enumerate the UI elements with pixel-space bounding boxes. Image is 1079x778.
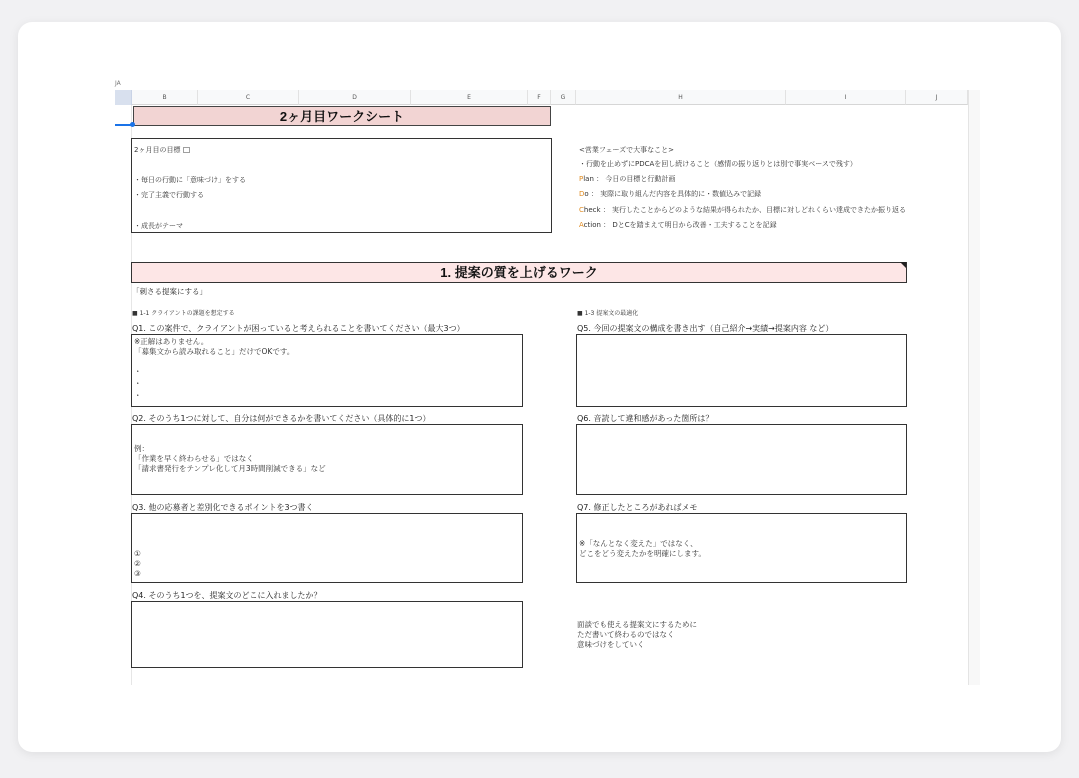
link-icon: [183, 147, 190, 153]
row-header-strip[interactable]: [115, 105, 132, 685]
column-header-c[interactable]: C: [198, 90, 299, 105]
q7-box-line-1: ※「なんとなく変えた」ではなく、: [579, 539, 698, 548]
note-line-3: 意味づけをしていく: [577, 640, 645, 649]
select-all-corner[interactable]: [115, 90, 132, 105]
pdca-check-text: heck ： 実行したことからどのような結果が得られたか、目標に対しどれくらい達成できたか振り返る: [583, 206, 906, 214]
pdca-action-letter: A: [579, 221, 584, 229]
pdca-action: [579, 220, 777, 230]
goals-line-1: ・毎日の行動に「意味づけ」をする: [134, 176, 246, 184]
pdca-plan-text: lan ： 今日の目標と行動計画: [583, 175, 676, 183]
q7-text: Q7. 修正したところがあればメモ: [577, 503, 698, 512]
column-header-f[interactable]: F: [528, 90, 551, 105]
q4-text: Q4. そのうち1つを、提案文のどこに入れましたか？: [132, 591, 322, 600]
pdca-check: [579, 205, 906, 215]
column-header-h[interactable]: H: [576, 90, 786, 105]
note-line-2: ただ書いて終わるのではなく: [577, 630, 675, 639]
comment-marker[interactable]: [900, 262, 906, 268]
q1-box-line-2: 「募集文から読み取れること」だけでOKです。: [134, 347, 295, 356]
q2-box-line-2: 「作業を早く終わらせる」ではなく: [134, 454, 254, 463]
q3-text: Q3. 他の応募者と差別化できるポイントを3つ書く: [132, 503, 314, 512]
sales-phase-line-1: ・行動を止めずにPDCAを回し続けること（感情の振り返りとは別で事実ベースで残す）: [579, 160, 857, 168]
q6-text: Q6. 音読して違和感があった箇所は？: [577, 414, 714, 423]
column-header-e[interactable]: E: [411, 90, 528, 105]
pdca-check-letter: C: [579, 206, 584, 214]
column-header-j[interactable]: J: [906, 90, 968, 105]
q1-box-line-1: ※正解はありません。: [134, 337, 209, 346]
column-header-g[interactable]: G: [551, 90, 576, 105]
pdca-do-text: o ： 実際に取り組んだ内容を具体的に・数値込みで記録: [584, 190, 762, 198]
pdca-do: [579, 189, 761, 199]
section-subtitle: 「刺さる提案にする」: [132, 287, 207, 296]
pdca-plan-letter: P: [579, 175, 584, 183]
sales-phase-heading: <営業フェーズで大事なこと>: [579, 146, 675, 154]
left-sub-heading: ■ 1-1 クライアントの課題を想定する: [132, 310, 235, 317]
q3-box-line-2: ②: [134, 559, 141, 568]
q6-answer-box[interactable]: [576, 424, 907, 495]
column-header-d[interactable]: D: [299, 90, 411, 105]
q2-text: Q2. そのうち1つに対して、自分は何ができるかを書いてください（具体的に1つ）: [132, 414, 431, 423]
vertical-scrollbar[interactable]: [968, 90, 980, 685]
q1-box-line-5: ・: [134, 379, 142, 388]
pdca-plan: [579, 174, 675, 184]
pdca-action-text: ction ： DとCを踏まえて明日から改善・工夫することを記録: [583, 221, 777, 229]
q3-box-line-3: ③: [134, 569, 141, 578]
q3-answer-box[interactable]: [131, 513, 523, 583]
column-header-i[interactable]: I: [786, 90, 906, 105]
right-sub-heading: ■ 1-3 提案文の最適化: [577, 310, 639, 317]
name-box[interactable]: JA: [115, 80, 121, 87]
q2-box-line-3: 「請求書発行をテンプレ化して月3時間削減できる」など: [134, 464, 326, 473]
section-title[interactable]: 1. 提案の質を上げるワーク: [131, 262, 907, 283]
pdca-do-letter: D: [579, 190, 585, 198]
note-line-1: 面談でも使える提案文にするために: [577, 620, 697, 629]
q5-text: Q5. 今回の提案文の構成を書き出す（自己紹介→実績→提案内容 など）: [577, 324, 834, 333]
q1-box-line-4: ・: [134, 367, 142, 376]
goals-box[interactable]: [131, 138, 552, 233]
q3-box-line-1: ①: [134, 549, 141, 558]
goals-line-2: ・完了主義で行動する: [134, 191, 204, 199]
q2-box-line-1: 例：: [134, 444, 149, 453]
q5-answer-box[interactable]: [576, 334, 907, 407]
goals-line-3: ・成長がテーマ: [134, 222, 183, 230]
q1-text: Q1. この案件で、クライアントが困っていると考えられることを書いてください（最大3つ）: [132, 324, 465, 333]
goals-heading: [134, 145, 190, 155]
column-header-b[interactable]: B: [132, 90, 198, 105]
q4-answer-box[interactable]: [131, 601, 523, 668]
q7-box-line-2: どこをどう変えたかを明確にします。: [579, 549, 706, 558]
q1-box-line-6: ・: [134, 391, 142, 400]
selection-handle[interactable]: [130, 122, 135, 127]
worksheet-title[interactable]: 2ヶ月目ワークシート: [133, 106, 551, 126]
goals-heading-text: 2ヶ月目の目標: [134, 146, 181, 154]
